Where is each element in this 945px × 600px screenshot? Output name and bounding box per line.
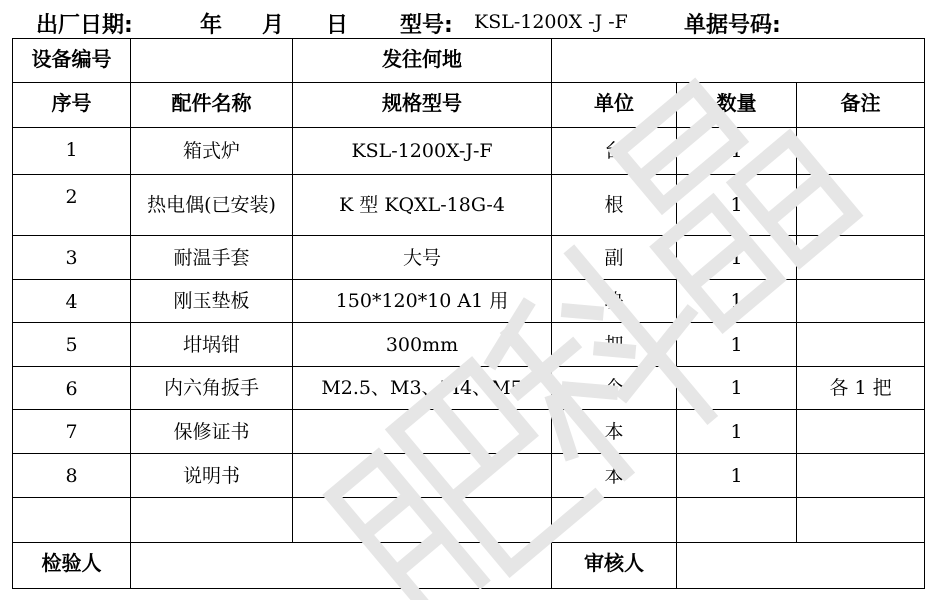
inspector-label: 检验人 <box>13 543 131 589</box>
row-note: 各 1 把 <box>797 367 925 410</box>
row-name: 说明书 <box>131 454 293 498</box>
row-spec: 大号 <box>293 236 552 280</box>
table-row <box>13 128 925 175</box>
row-qty: 1 <box>677 280 797 323</box>
row-no: 4 <box>13 280 131 323</box>
row-spec <box>293 410 552 454</box>
table-row <box>13 175 925 236</box>
col-header-qty: 数量 <box>677 83 797 128</box>
empty-cell <box>797 498 925 543</box>
col-header-no: 序号 <box>13 83 131 128</box>
row-no: 5 <box>13 323 131 367</box>
inspector-value <box>131 543 552 589</box>
row-qty: 1 <box>677 410 797 454</box>
ship-date-label: 出厂日期: <box>36 13 133 38</box>
row-qty: 1 <box>677 454 797 498</box>
row-spec: 150*120*10 A1 用 <box>293 280 552 323</box>
row-unit: 副 <box>552 236 677 280</box>
row-name: 耐温手套 <box>131 236 293 280</box>
reviewer-label: 审核人 <box>552 543 677 589</box>
col-header-unit: 单位 <box>552 83 677 128</box>
row-spec: K 型 KQXL-18G-4 <box>293 175 552 236</box>
row-note <box>797 323 925 367</box>
empty-cell <box>131 498 293 543</box>
doc-number-label: 单据号码: <box>684 13 781 38</box>
row-qty: 1 <box>677 128 797 175</box>
row-qty: 1 <box>677 236 797 280</box>
signature-row <box>13 543 925 589</box>
row-name: 箱式炉 <box>131 128 293 175</box>
row-spec: KSL-1200X-J-F <box>293 128 552 175</box>
col-header-name: 配件名称 <box>131 83 293 128</box>
model-label: 型号: <box>400 13 453 38</box>
row-note <box>797 280 925 323</box>
row-name <box>131 175 293 236</box>
row-unit: 把 <box>552 323 677 367</box>
col-header-note: 备注 <box>797 83 925 128</box>
table-row-empty <box>13 498 925 543</box>
empty-cell <box>13 498 131 543</box>
row-unit: 个 <box>552 367 677 410</box>
row-name: 保修证书 <box>131 410 293 454</box>
year-label: 年 <box>200 13 223 38</box>
ship-to-value <box>552 39 925 83</box>
row-unit: 根 <box>552 175 677 236</box>
table-row <box>13 454 925 498</box>
row-name-text: 热电偶(已安装) <box>147 194 276 216</box>
document-header <box>0 2 945 38</box>
row-no: 8 <box>13 454 131 498</box>
row-qty: 1 <box>677 323 797 367</box>
empty-cell <box>552 498 677 543</box>
row-qty: 1 <box>677 175 797 236</box>
column-header-row <box>13 83 925 128</box>
row-name: 刚玉垫板 <box>131 280 293 323</box>
row-note <box>797 454 925 498</box>
row-unit: 块 <box>552 280 677 323</box>
table-row <box>13 323 925 367</box>
row-no: 6 <box>13 367 131 410</box>
device-no-label: 设备编号 <box>13 39 131 83</box>
row-unit: 本 <box>552 410 677 454</box>
reviewer-value <box>677 543 925 589</box>
table-row <box>13 236 925 280</box>
col-header-spec: 规格型号 <box>293 83 552 128</box>
packing-list-table <box>12 38 925 589</box>
row-spec: M2.5、M3、M4、M5 <box>293 367 552 410</box>
model-value: KSL-1200X -J -F <box>474 11 628 33</box>
ship-to-label: 发往何地 <box>293 39 552 83</box>
row-spec <box>293 454 552 498</box>
table-row <box>13 410 925 454</box>
row-spec: 300mm <box>293 323 552 367</box>
month-label: 月 <box>262 13 285 38</box>
empty-cell <box>677 498 797 543</box>
table-row <box>13 280 925 323</box>
row-note <box>797 236 925 280</box>
day-label: 日 <box>326 13 349 38</box>
row-no: 1 <box>13 128 131 175</box>
row-name: 内六角扳手 <box>131 367 293 410</box>
row-name: 坩埚钳 <box>131 323 293 367</box>
row-note <box>797 410 925 454</box>
row-qty: 1 <box>677 367 797 410</box>
row-note <box>797 128 925 175</box>
row-no: 7 <box>13 410 131 454</box>
row-no: 3 <box>13 236 131 280</box>
table-row <box>13 367 925 410</box>
row-unit: 台 <box>552 128 677 175</box>
empty-cell <box>293 498 552 543</box>
row-note <box>797 175 925 236</box>
device-no-value <box>131 39 293 83</box>
row-no: 2 <box>13 175 131 236</box>
row-unit: 本 <box>552 454 677 498</box>
